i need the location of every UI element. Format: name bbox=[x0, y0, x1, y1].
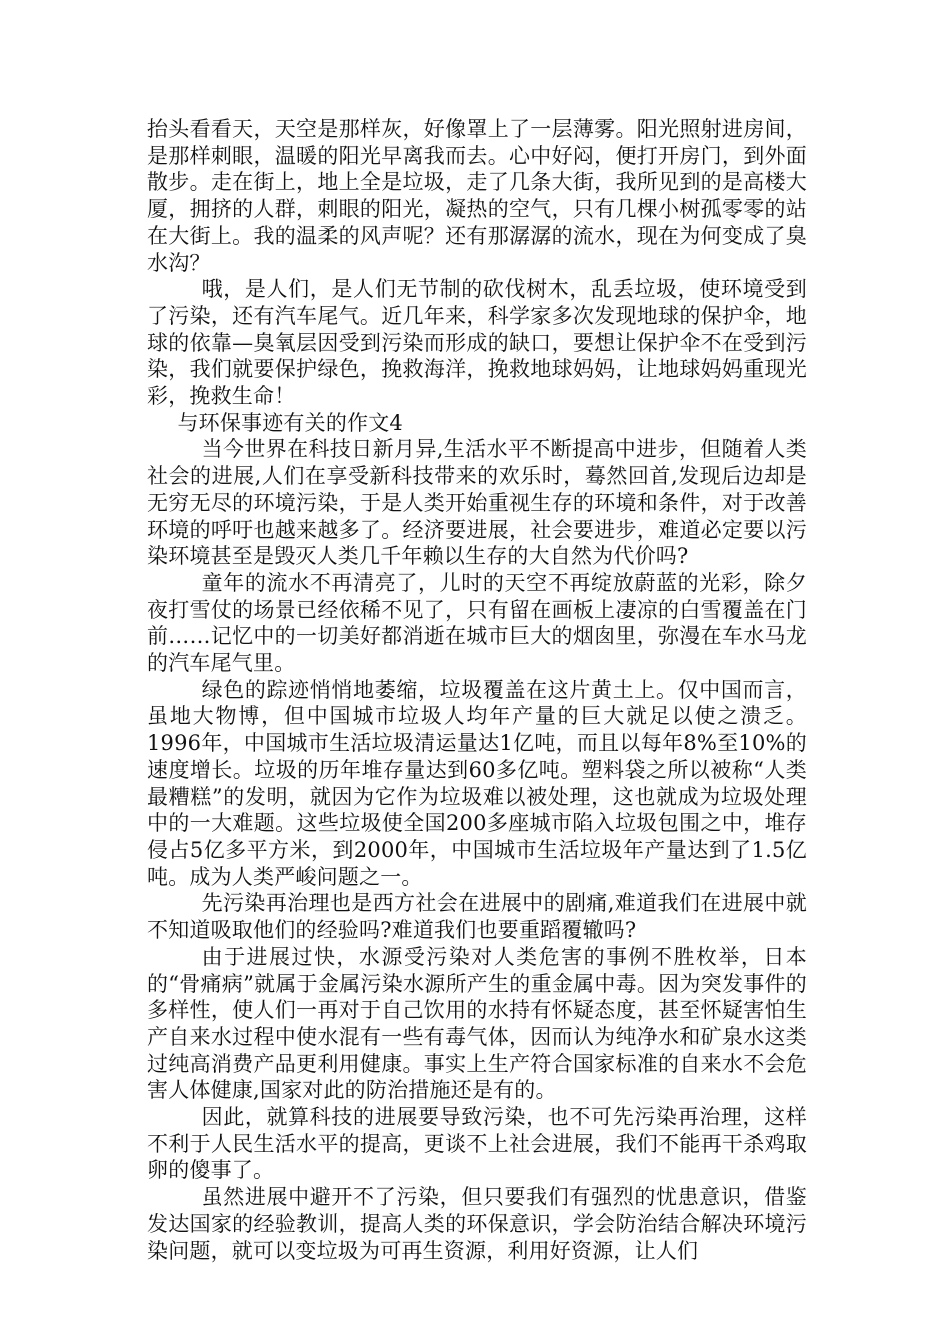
paragraph-4: 童年的流水不再清亮了，儿时的天空不再绽放蔚蓝的光彩，除夕夜打雪仗的场景已经依稀不见了，只有留在画板上凄凉的白雪覆盖在门前……记忆中的一切美好都消逝在城市巨大的烟囱里，弥漫在车水马龙的汽车尾气里。 bbox=[147, 570, 807, 676]
paragraph-3: 当今世界在科技日新月异,生活水平不断提高中进步，但随着人类社会的进展,人们在享受新科技带来的欢乐时，蓦然回首,发现后边却是无穷无尽的环境污染，于是人类开始重视生存的环境和条件，对于改善环境的呼吁也越来越多了。经济要进展，社会要进步，难道必定要以污染环境甚至是毁灭人类几千年赖以生存的大自然为代价吗? bbox=[147, 437, 807, 569]
document-page bbox=[147, 116, 807, 1264]
paragraph-6: 先污染再治理也是西方社会在进展中的剧痛,难道我们在进展中就不知道吸取他们的经验吗?难道我们也要重蹈覆辙吗? bbox=[147, 891, 807, 943]
section-heading: 与环保事迹有关的作文4 bbox=[177, 410, 403, 435]
paragraph-2: 哦，是人们，是人们无节制的砍伐树木，乱丢垃圾，使环境受到了污染，还有汽车尾气。近几年来，科学家多次发现地球的保护伞，地球的依靠—臭氧层因受到污染而形成的缺口，要想让保护伞不在受到污染，我们就要保护绿色，挽救海洋，挽救地球妈妈，让地球妈妈重现光彩，挽救生命！ bbox=[147, 277, 807, 409]
paragraph-7: 由于进展过快，水源受污染对人类危害的事例不胜枚举，日本的“骨痛病”就属于金属污染水源所产生的重金属中毒。因为突发事件的多样性，使人们一再对于自己饮用的水持有怀疑态度，甚至怀疑害怕生产自来水过程中使水混有一些有毒气体，因而认为纯净水和矿泉水这类过纯高消费产品更利用健康。事实上生产符合国家标准的自来水不会危害人体健康,国家对此的防治措施还是有的。 bbox=[147, 944, 807, 1103]
paragraph-9: 虽然进展中避开不了污染，但只要我们有强烈的忧患意识，借鉴发达国家的经验教训，提高人类的环保意识，学会防治结合解决环境污染问题，就可以变垃圾为可再生资源，利用好资源，让人们 bbox=[147, 1185, 807, 1263]
paragraph-8: 因此，就算科技的进展要导致污染，也不可先污染再治理，这样不利于人民生活水平的提高，更谈不上社会进展，我们不能再干杀鸡取卵的傻事了。 bbox=[147, 1105, 807, 1183]
paragraph-1: 抬头看看天，天空是那样灰，好像罩上了一层薄雾。阳光照射进房间，是那样刺眼，温暖的阳光早离我而去。心中好闷，便打开房门，到外面散步。走在街上，地上全是垃圾，走了几条大街，我所见到的是高楼大厦，拥挤的人群，刺眼的阳光，凝热的空气，只有几棵小树孤零零的站在大街上。我的温柔的风声呢？还有那潺潺的流水，现在为何变成了臭水沟？ bbox=[147, 117, 807, 275]
paragraph-5: 绿色的踪迹悄悄地萎缩，垃圾覆盖在这片黄土上。仅中国而言，虽地大物博，但中国城市垃圾人均年产量的巨大就足以使之溃乏。1996年，中国城市生活垃圾清运量达1亿吨，而且以每年8%至10%的速度增长。垃圾的历年堆存量达到60多亿吨。塑料袋之所以被称“人类最糟糕”的发明，就因为它作为垃圾难以被处理，这也就成为垃圾处理中的一大难题。这些垃圾使全国200多座城市陷入垃圾包围之中，堆存侵占5亿多平方米，到2000年，中国城市生活垃圾年产量达到了1.5亿吨。成为人类严峻问题之一。 bbox=[147, 677, 807, 889]
